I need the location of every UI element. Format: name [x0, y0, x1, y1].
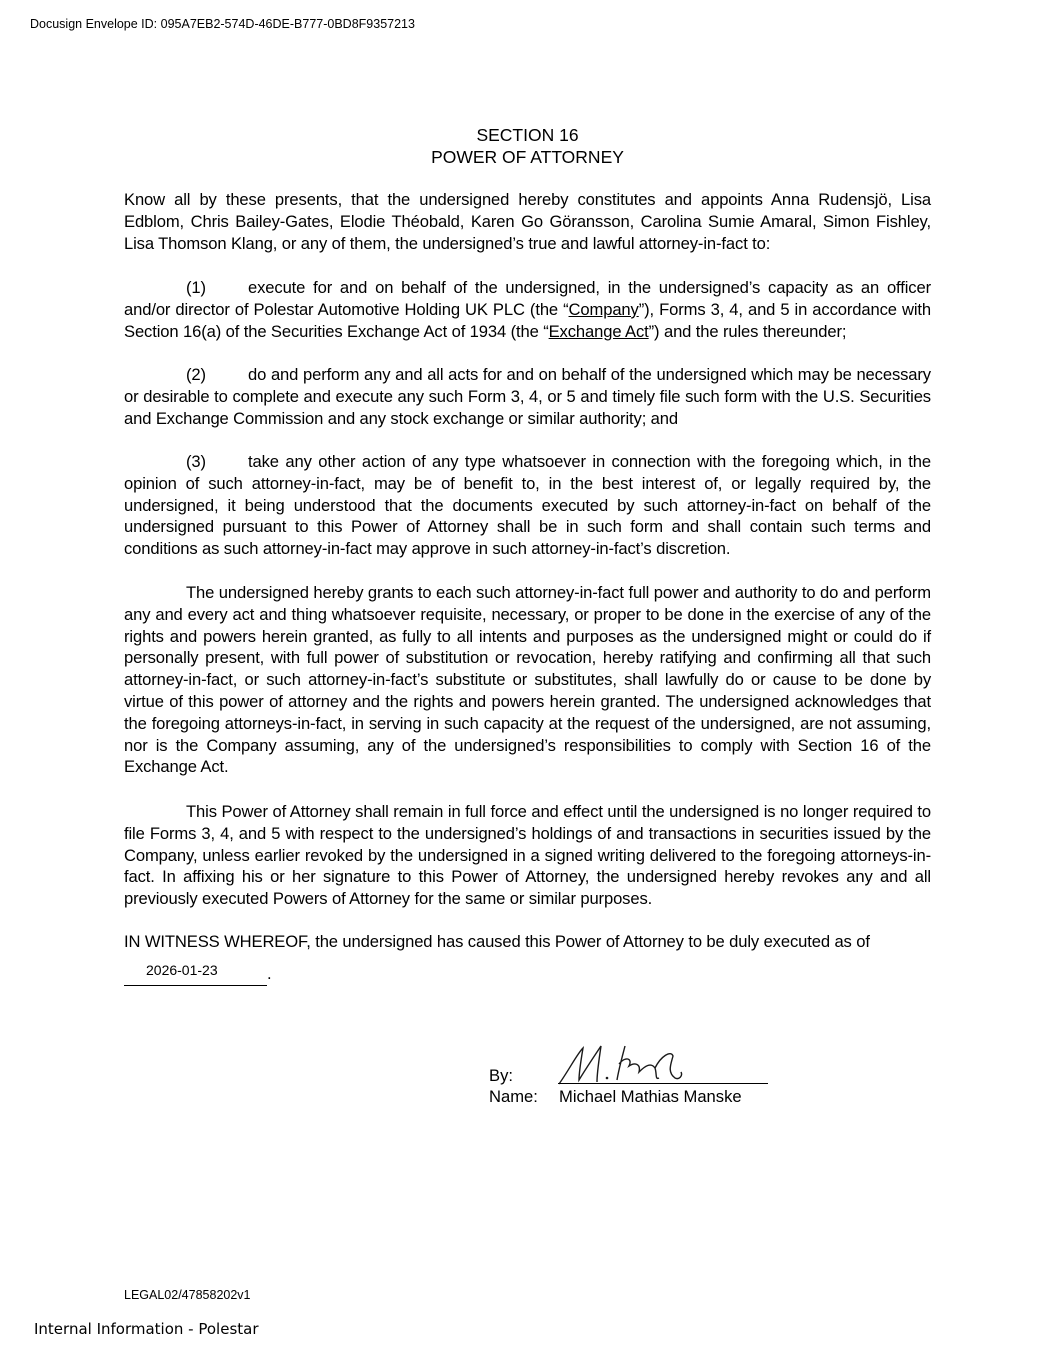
classification-footer: Internal Information - Polestar	[34, 1320, 259, 1338]
force-text: This Power of Attorney shall remain in full force and effect until the undersigned is no longer required to file Forms 3, 4, and 5 with respect to the undersigned’s holdings of and transactions in securities issued by the Company, unless earlier revoked by the undersigned in a signed writing delivered to the foregoing attorneys-in-fact. In affixing his or her signature to this Power of Attorney, the undersigned hereby revokes any and all previously executed Powers of Attorney for the same or similar purposes.	[124, 802, 931, 909]
item-3-number: (3)	[186, 452, 206, 471]
item-3-paragraph	[124, 451, 931, 560]
item-2-number: (2)	[186, 365, 206, 384]
document-reference: LEGAL02/47858202v1	[124, 1288, 251, 1302]
by-label: By:	[489, 1066, 513, 1085]
force-paragraph	[124, 801, 931, 910]
grants-text: The undersigned hereby grants to each such attorney-in-fact full power and authority to do and perform any and every act and thing whatsoever requisite, necessary, or proper to be done in the exercise of any of the rights and powers herein granted, as fully to all intents and purposes as the undersigned might or could do if personally present, with full power of substitution or revocation, hereby ratifying and confirming all that such attorney-in-fact, or such attorney-in-fact’s substitute or substitutes, shall lawfully do or cause to be done by virtue of this power of attorney and the rights and powers herein granted. The undersigned acknowledges that the foregoing attorneys-in-fact, in serving in such capacity at the request of the undersigned, are not assuming, nor is the Company assuming, any of the undersigned’s responsibilities to comply with Section 16 of the Exchange Act.	[124, 583, 931, 777]
envelope-id: Docusign Envelope ID: 095A7EB2-574D-46DE-B777-0BD8F9357213	[30, 17, 415, 31]
item-1-text-a: execute for and on behalf of the undersigned, in the undersigned’s capacity as an officer and/or director of Polestar Automotive Holding UK PLC (the “	[124, 278, 931, 319]
item-3-text: take any other action of any type whatsoever in connection with the foregoing which, in the opinion of such attorney-in-fact, may be of benefit to, in the best interest of, or legally required by, the undersigned, it being understood that the documents executed by such attorney-in-fact on behalf of the undersigned pursuant to this Power of Attorney shall be in such form and shall contain such terms and conditions as such attorney-in-fact may approve in such attorney-in-fact’s discretion.	[124, 452, 931, 559]
item-1-number: (1)	[186, 278, 206, 297]
item-1-text-b: ”), Forms 3, 4, and 5 in accordance with Section 16(a) of the Securities Exchange Act of 1934 (the “	[124, 299, 932, 341]
date-value: 2026-01-23	[146, 962, 218, 978]
item-1-paragraph	[124, 277, 931, 342]
section-title: SECTION 16	[476, 125, 579, 145]
exchange-act-term: Exchange Act	[548, 321, 649, 341]
company-term: Company	[568, 299, 639, 319]
witness-paragraph	[124, 931, 931, 953]
signature-line	[558, 1083, 768, 1084]
item-1-text-c: ”) and the rules thereunder;	[648, 321, 847, 341]
intro-paragraph	[124, 189, 931, 254]
date-period: .	[267, 964, 272, 983]
signer-name: Michael Mathias Manske	[559, 1087, 742, 1106]
name-label: Name:	[489, 1087, 538, 1106]
item-2-paragraph	[124, 364, 931, 429]
item-2-text: do and perform any and all acts for and on behalf of the undersigned which may be necessary or desirable to complete and execute any such Form 3, 4, or 5 and timely file such form with the U.S. Securities and Exchange Commission and any stock exchange or similar authority; and	[124, 365, 931, 428]
document-title: POWER OF ATTORNEY	[431, 147, 624, 167]
grants-paragraph	[124, 582, 931, 778]
intro-text: Know all by these presents, that the undersigned hereby constitutes and appoints Anna Rudensjö, Lisa Edblom, Chris Bailey-Gates, Elodie Théobald, Karen Go Göransson, Carolina Sumie Amaral, Simon Fishley, Lisa Thomson Klang, or any of them, the undersigned’s true and lawful attorney-in-fact to:	[124, 190, 931, 253]
witness-text: IN WITNESS WHEREOF, the undersigned has caused this Power of Attorney to be duly executed as of	[124, 932, 870, 951]
